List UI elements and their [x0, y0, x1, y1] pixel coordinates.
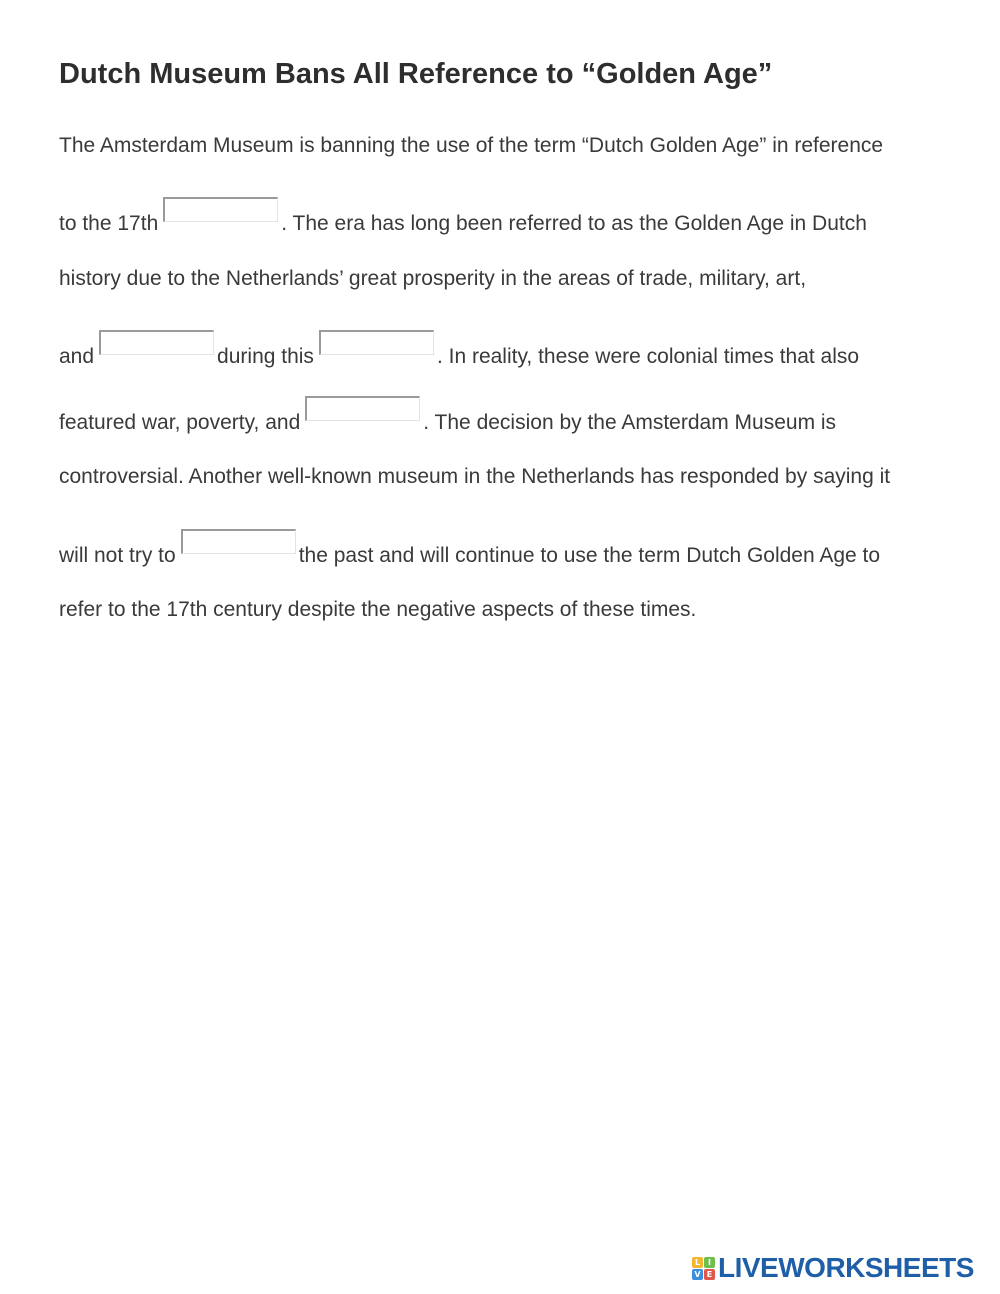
liveworksheets-logo	[692, 1252, 974, 1284]
text-segment: . The era has long been referred to as the Golden Age in Dutch	[281, 212, 867, 235]
text-segment: featured war, poverty, and	[59, 411, 301, 434]
answer-blank-5[interactable]	[181, 529, 296, 554]
logo-icon-tile: E	[704, 1269, 715, 1280]
logo-text: LIVEWORKSHEETS	[718, 1252, 974, 1283]
paragraph-line	[59, 330, 859, 372]
text-segment: controversial. Another well-known museum in the Netherlands has responded by saying it	[59, 465, 891, 488]
paragraph-line	[59, 462, 890, 492]
logo-icon-tile: I	[704, 1257, 715, 1268]
text-segment: will not try to	[59, 544, 176, 567]
worksheet-title: Dutch Museum Bans All Reference to “Golden Age”	[59, 58, 773, 90]
text-segment: . In reality, these were colonial times that also	[436, 345, 860, 368]
logo-icon-tile: V	[692, 1269, 703, 1280]
paragraph-line	[59, 529, 880, 571]
text-segment: to the 17th	[59, 212, 159, 235]
text-segment: history due to the Netherlands’ great prosperity in the areas of trade, military, art,	[59, 267, 807, 290]
paragraph-line	[59, 131, 883, 161]
logo-icon-tile: L	[692, 1257, 703, 1268]
paragraph-line	[59, 197, 867, 239]
paragraph-line	[59, 396, 836, 438]
paragraph-line	[59, 264, 806, 294]
answer-blank-1[interactable]	[163, 197, 278, 222]
text-segment: refer to the 17th century despite the negative aspects of these times.	[59, 598, 697, 621]
answer-blank-3[interactable]	[319, 330, 434, 355]
answer-blank-4[interactable]	[305, 396, 420, 421]
text-segment: the past and will continue to use the term Dutch Golden Age to	[298, 544, 881, 567]
text-segment: during this	[217, 345, 314, 368]
text-segment: . The decision by the Amsterdam Museum is	[423, 411, 837, 434]
text-segment: and	[59, 345, 95, 368]
logo-icon	[692, 1257, 715, 1280]
paragraph-line	[59, 595, 696, 625]
answer-blank-2[interactable]	[99, 330, 214, 355]
text-segment: The Amsterdam Museum is banning the use of the term “Dutch Golden Age” in reference	[59, 134, 884, 157]
